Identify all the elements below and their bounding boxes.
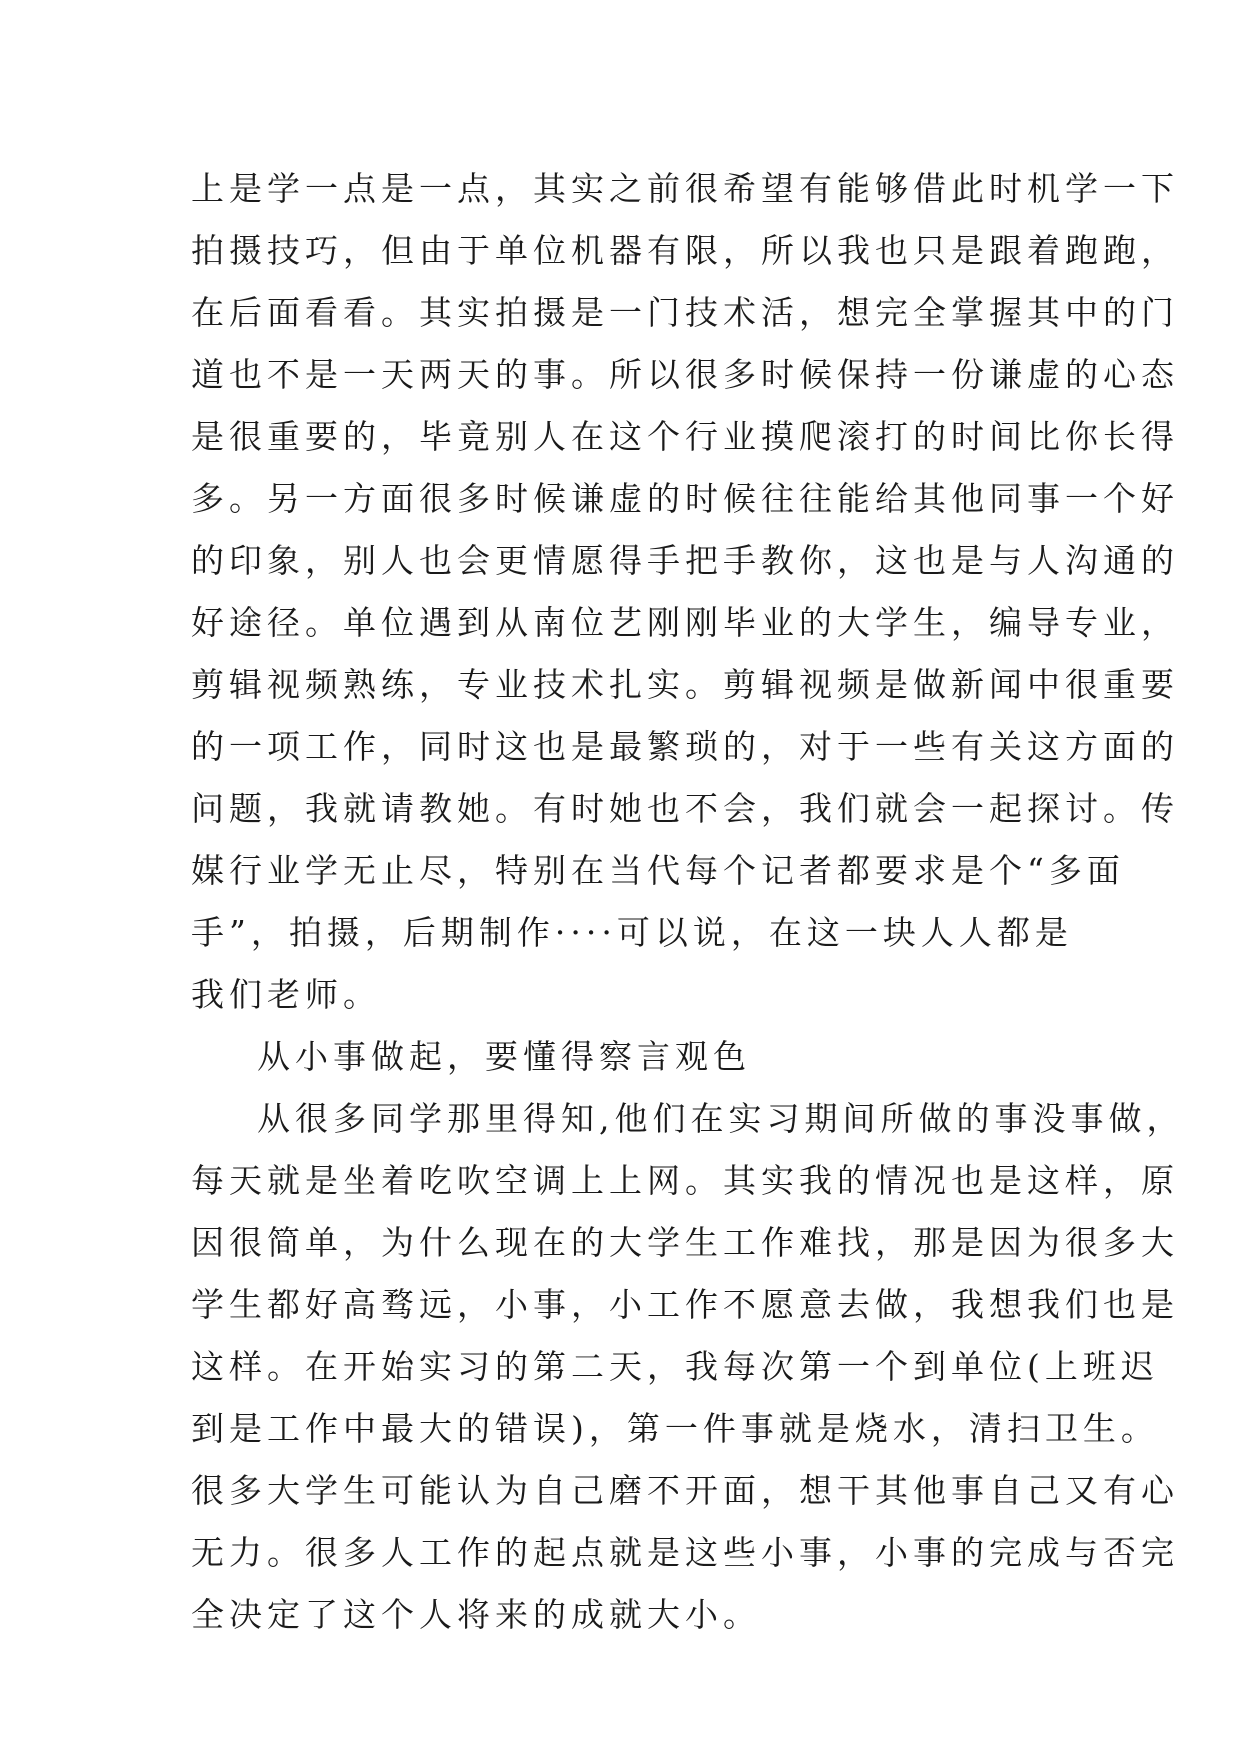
paragraph-line: 这样。在开始实习的第二天，我每次第一个到单位(上班迟 (191, 1347, 1159, 1386)
paragraph-line: 拍摄技巧，但由于单位机器有限，所以我也只是跟着跑跑， (191, 231, 1179, 270)
paragraph-line: 很多大学生可能认为自己磨不开面，想干其他事自己又有心 (191, 1471, 1179, 1510)
paragraph-line: 在后面看看。其实拍摄是一门技术活，想完全掌握其中的门 (191, 293, 1179, 332)
paragraph-line: 的印象，别人也会更情愿得手把手教你，这也是与人沟通的 (191, 541, 1179, 580)
paragraph-line: 每天就是坐着吃吹空调上上网。其实我的情况也是这样，原 (191, 1161, 1179, 1200)
paragraph-line: 剪辑视频熟练，专业技术扎实。剪辑视频是做新闻中很重要 (191, 665, 1179, 704)
paragraph-line: 从很多同学那里得知,他们在实习期间所做的事没事做， (257, 1099, 1185, 1138)
paragraph-line: 全决定了这个人将来的成就大小。 (191, 1595, 761, 1634)
paragraph-line: 好途径。单位遇到从南位艺刚刚毕业的大学生，编导专业， (191, 603, 1179, 642)
paragraph-line: 媒行业学无止尽，特别在当代每个记者都要求是个“多面 (191, 851, 1125, 890)
body-text (191, 158, 1185, 1646)
paragraph-line: 道也不是一天两天的事。所以很多时候保持一份谦虚的心态 (191, 355, 1179, 394)
paragraph-line: 是很重要的，毕竟别人在这个行业摸爬滚打的时间比你长得 (191, 417, 1179, 456)
section-heading: 从小事做起，要懂得察言观色 (257, 1037, 751, 1076)
paragraph-line: 问题，我就请教她。有时她也不会，我们就会一起探讨。传 (191, 789, 1179, 828)
paragraph-line: 上是学一点是一点，其实之前很希望有能够借此时机学一下 (191, 169, 1179, 208)
paragraph-line: 手”，拍摄，后期制作····可以说，在这一块人人都是 (191, 913, 1073, 952)
paragraph-line: 多。另一方面很多时候谦虚的时候往往能给其他同事一个好 (191, 479, 1179, 518)
paragraph-line: 的一项工作，同时这也是最繁琐的，对于一些有关这方面的 (191, 727, 1179, 766)
paragraph-line: 无力。很多人工作的起点就是这些小事，小事的完成与否完 (191, 1533, 1179, 1572)
paragraph-line: 我们老师。 (191, 975, 381, 1014)
paragraph-line: 学生都好高骛远，小事，小工作不愿意去做，我想我们也是 (191, 1285, 1179, 1324)
paragraph-line: 因很简单，为什么现在的大学生工作难找，那是因为很多大 (191, 1223, 1179, 1262)
paragraph-line: 到是工作中最大的错误)，第一件事就是烧水，清扫卫生。 (191, 1409, 1159, 1448)
